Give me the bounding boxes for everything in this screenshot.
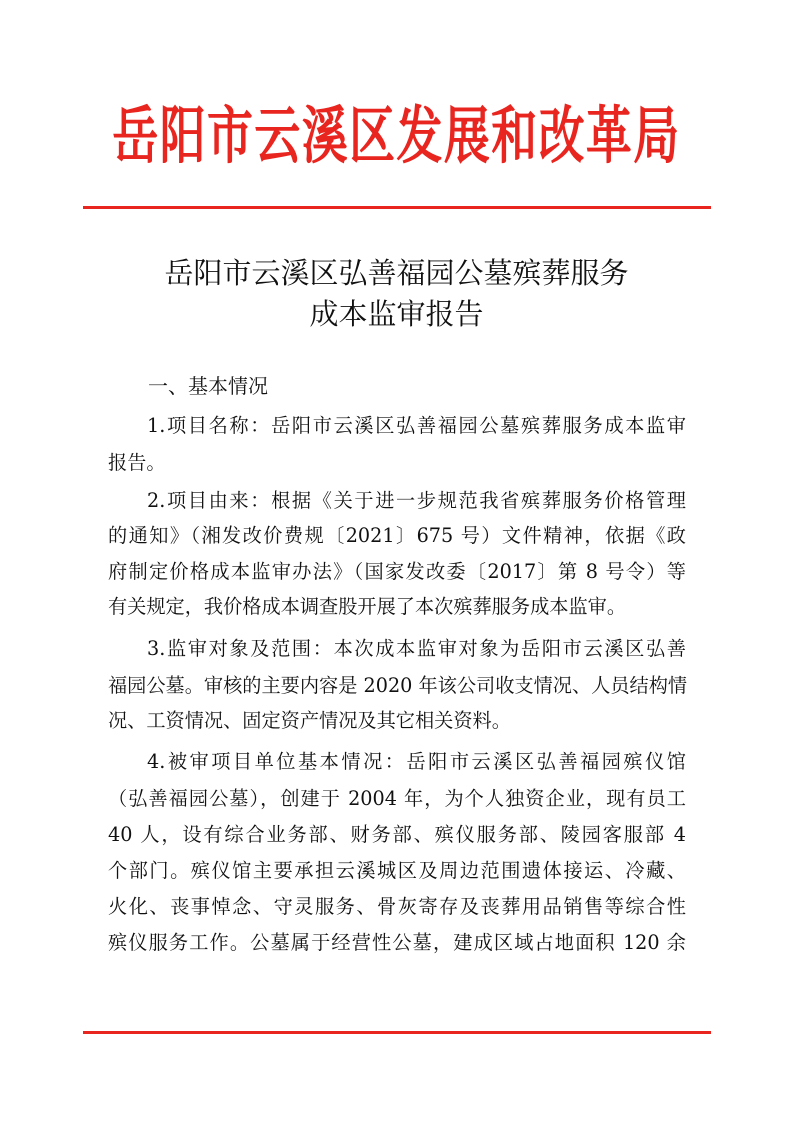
paragraph-line: 3.监审对象及范围：本次成本监审对象为岳阳市云溪区弘善 [147, 637, 686, 660]
paragraph-line: 有关规定，我价格成本调查股开展了本次殡葬服务成本监审。 [108, 595, 627, 618]
header-rule [83, 206, 711, 209]
footer-rule [83, 1031, 711, 1034]
paragraph-line: 福园公墓。审核的主要内容是 2020 年该公司收支情况、人员结构情 [108, 674, 688, 697]
paragraph-line: 府制定价格成本监审办法》（国家发改委〔2017〕第 8 号令）等 [108, 560, 686, 583]
paragraph-line: 1.项目名称：岳阳市云溪区弘善福园公墓殡葬服务成本监审 [147, 414, 686, 437]
paragraph-line: 个部门。殡仪馆主要承担云溪城区及周边范围遗体接运、冷藏、 [108, 859, 686, 882]
paragraph-line: （弘善福园公墓），创建于 2004 年，为个人独资企业，现有员工 [108, 787, 686, 810]
paragraph-line: 殡仪服务工作。公墓属于经营性公墓，建成区域占地面积 120 余 [108, 931, 686, 954]
paragraph-line: 火化、丧事悼念、守灵服务、骨灰寄存及丧葬用品销售等综合性 [108, 895, 686, 918]
paragraph-line: 40 人，设有综合业务部、财务部、殡仪服务部、陵园客服部 4 [108, 823, 686, 846]
org-header: 岳阳市云溪区发展和改革局 [112, 99, 681, 172]
paragraph-line: 的通知》（湘发改价费规〔2021〕675 号）文件精神，依据《政 [108, 524, 686, 547]
paragraph-line: 报告。 [108, 451, 166, 474]
document-title-line-2: 成本监审报告 [309, 297, 484, 331]
paragraph-line: 4.被审项目单位基本情况：岳阳市云溪区弘善福园殡仪馆 [147, 750, 686, 773]
paragraph-line: 况、工资情况、固定资产情况及其它相关资料。 [108, 709, 511, 732]
document-title-line-1: 岳阳市云溪区弘善福园公墓殡葬服务 [164, 256, 629, 290]
section-heading: 一、基本情况 [148, 374, 268, 398]
paragraph-line: 2.项目由来：根据《关于进一步规范我省殡葬服务价格管理 [147, 489, 686, 512]
